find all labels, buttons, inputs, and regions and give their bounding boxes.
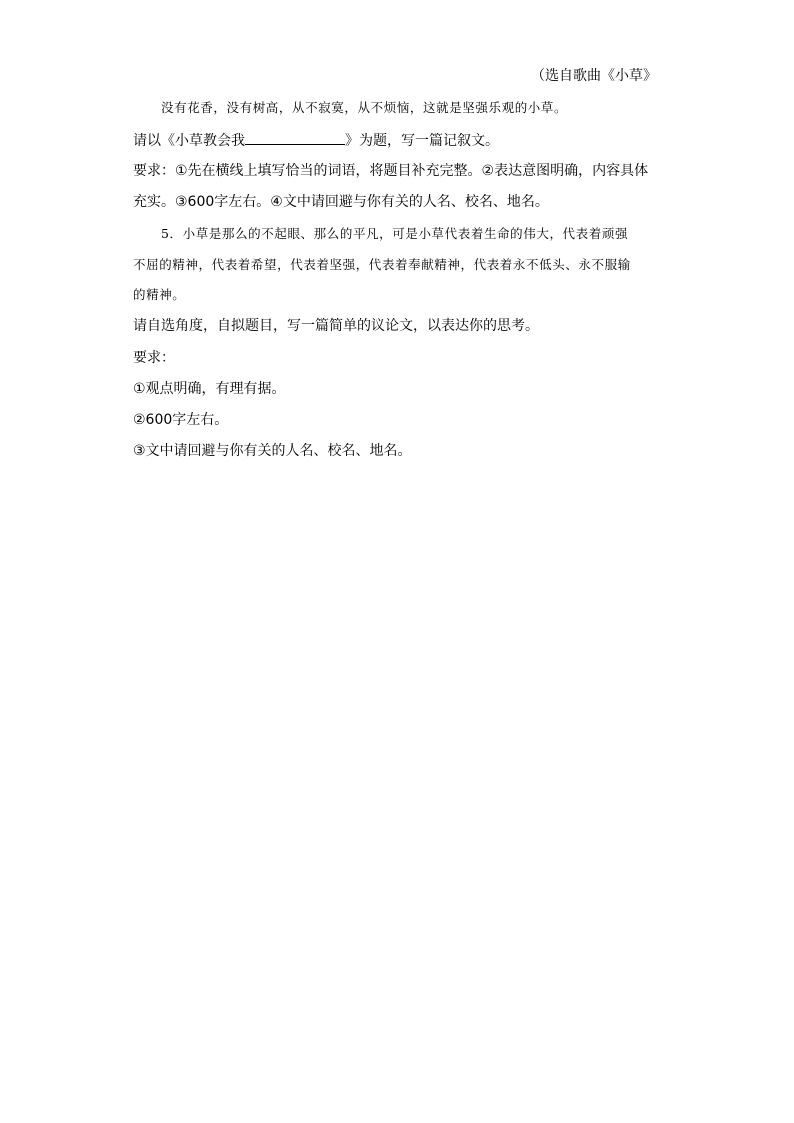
q4-prompt xyxy=(133,130,663,151)
q4-requirements-line2: 充实。③600字左右。④文中请回避与你有关的人名、校名、地名。 xyxy=(133,194,549,210)
q5-requirements-label: 要求： xyxy=(133,350,175,366)
q4-prompt-before: 请以《小草教会我 xyxy=(133,133,245,149)
q5-quote-line1: 5．小草是那么的不起眼、那么的平凡，可是小草代表着生命的伟大，代表着顽强 xyxy=(161,226,629,241)
q5-requirement-item: ②600字左右。 xyxy=(133,412,229,428)
lyric-line: 没有花香，没有树高，从不寂寞，从不烦恼，这就是坚强乐观的小草。 xyxy=(161,100,568,115)
q5-requirement-item: ③文中请回避与你有关的人名、校名、地名。 xyxy=(133,443,412,459)
q4-prompt-after: 》为题，写一篇记叙文。 xyxy=(345,133,499,149)
q4-requirements-line1: 要求：①先在横线上填写恰当的词语，将题目补充完整。②表达意图明确，内容具体 xyxy=(133,163,649,179)
q5-requirement-item: ①观点明确，有理有据。 xyxy=(133,381,286,397)
source-note: （选自歌曲《小草》 xyxy=(531,68,657,84)
q5-prompt: 请自选角度，自拟题目，写一篇简单的议论文，以表达你的思考。 xyxy=(133,318,539,334)
q5-quote-line3: 的精神。 xyxy=(133,287,186,302)
q5-quote-line2: 不屈的精神，代表着希望，代表着坚强，代表着奉献精神，代表着永不低头、永不服输 xyxy=(133,257,631,272)
title-blank-line xyxy=(245,130,345,145)
